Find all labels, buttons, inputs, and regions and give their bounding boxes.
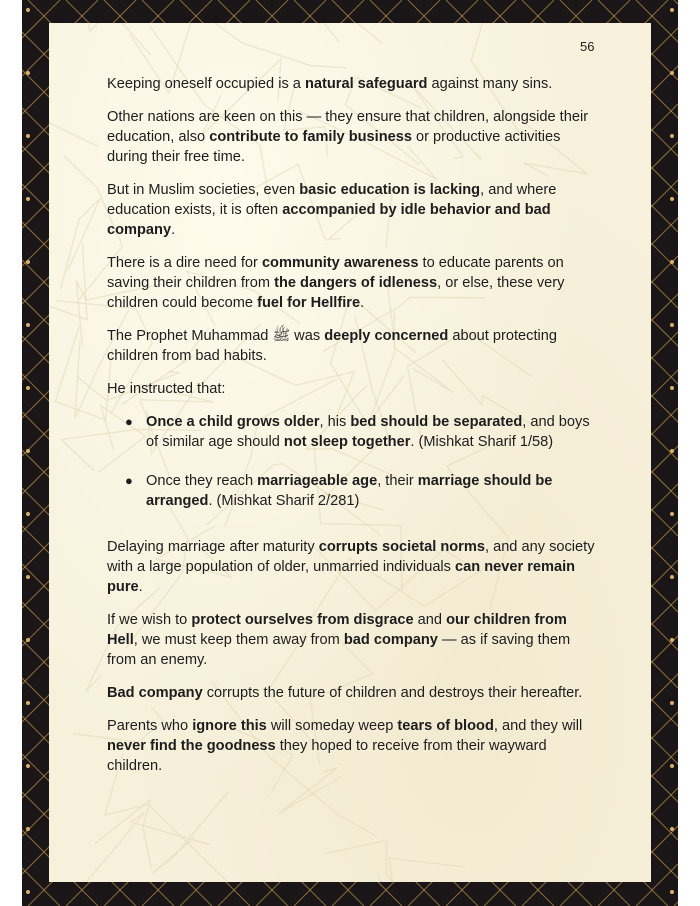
texture-crack [49, 244, 87, 320]
gold-stud [26, 260, 30, 264]
bullet-dot-icon: ● [125, 473, 133, 488]
text-run: If we wish to [107, 612, 192, 628]
text-run: . (Mishkat Sharif 1/58) [410, 434, 554, 450]
text-run: . [171, 222, 176, 238]
paragraph-4 [107, 253, 597, 313]
text-run: , and where education exists, it is often [107, 182, 557, 218]
gold-stud [670, 386, 674, 390]
text-run: and [413, 612, 447, 628]
emphasis-text: our children from Hell [107, 612, 567, 648]
gold-stud [670, 71, 674, 75]
gold-stud [26, 701, 30, 705]
text-run: , we must keep them away from [133, 632, 344, 648]
emphasis-text: tears of blood [397, 718, 494, 734]
text-run: will someday weep [266, 718, 398, 734]
text-run: to educate parents on saving their children from [107, 255, 564, 291]
emphasis-text: bed should be separated [350, 414, 523, 430]
gold-stud [26, 890, 30, 894]
texture-crack [55, 325, 112, 420]
texture-crack [309, 23, 383, 44]
bullet-dot-icon: ● [125, 414, 133, 429]
lattice-line [674, 0, 678, 906]
gold-stud [26, 323, 30, 327]
texture-crack [152, 792, 228, 874]
page-body [107, 74, 597, 789]
gold-stud [26, 134, 30, 138]
text-run: He instructed that: [107, 381, 226, 397]
emphasis-text: accompanied by idle behavior and bad company [107, 202, 551, 238]
gold-stud [26, 638, 30, 642]
instruction-list [107, 412, 597, 511]
gold-stud [670, 512, 674, 516]
intro-paragraphs [107, 74, 597, 399]
text-run: . [138, 579, 143, 595]
gold-stud [670, 197, 674, 201]
text-run: corrupts the future of children and destroys their hereafter. [202, 685, 583, 701]
text-run: . [360, 295, 365, 311]
gold-stud [26, 827, 30, 831]
gold-stud [26, 386, 30, 390]
gold-stud [26, 512, 30, 516]
text-run: , and any society with a large population of older, unmarried individuals [107, 539, 595, 575]
emphasis-text: marriage should be arranged [146, 473, 553, 509]
gold-stud [670, 764, 674, 768]
gold-stud [670, 575, 674, 579]
emphasis-text: bad company [343, 632, 438, 648]
closing-paragraph-3 [107, 683, 597, 703]
gold-stud [26, 575, 30, 579]
closing-paragraph-4 [107, 716, 597, 776]
gold-stud [26, 8, 30, 12]
texture-crack [198, 23, 346, 68]
closing-paragraphs [107, 537, 597, 776]
text-run: , or else, these very children could become [107, 275, 565, 311]
emphasis-text: not sleep together [283, 434, 411, 450]
gold-stud [670, 323, 674, 327]
gold-stud [670, 701, 674, 705]
gold-stud [26, 71, 30, 75]
closing-paragraph-1 [107, 537, 597, 597]
gold-stud [670, 134, 674, 138]
text-run: Once they reach [146, 473, 258, 489]
emphasis-text: the dangers of idleness [274, 275, 438, 291]
paragraph-1 [107, 74, 597, 94]
text-run: , his [319, 414, 351, 430]
page-number: 56 [580, 39, 595, 54]
text-run: , and they will [493, 718, 583, 734]
gold-stud [670, 449, 674, 453]
gold-stud [670, 890, 674, 894]
paragraph-3 [107, 180, 597, 240]
emphasis-text: ignore this [192, 718, 267, 734]
text-run: , and boys of similar age should [146, 414, 590, 450]
gold-stud [670, 827, 674, 831]
text-run: against many sins. [427, 76, 553, 92]
gold-stud [26, 764, 30, 768]
text-run: Delaying marriage after maturity [107, 539, 319, 555]
emphasis-text: protect ourselves from disgrace [191, 612, 414, 628]
text-run: Keeping oneself occupied is a [107, 76, 305, 92]
list-item [107, 412, 597, 452]
emphasis-text: contribute to family business [209, 129, 412, 145]
emphasis-text: natural safeguard [304, 76, 428, 92]
paragraph-2 [107, 107, 597, 167]
text-run: , their [377, 473, 418, 489]
emphasis-text: never find the goodness [107, 738, 276, 754]
emphasis-text: community awareness [261, 255, 419, 271]
text-run: Parents who [107, 718, 193, 734]
text-run: — as if saving them from an enemy. [107, 632, 571, 668]
paragraph-6 [107, 379, 597, 399]
closing-paragraph-2 [107, 610, 597, 670]
emphasis-text: deeply concerned [324, 328, 449, 344]
list-item [107, 471, 597, 511]
emphasis-text: basic education is lacking [299, 182, 481, 198]
emphasis-text: can never remain pure [107, 559, 576, 595]
emphasis-text: Bad company [107, 685, 203, 701]
emphasis-text: fuel for Hellfire [257, 295, 361, 311]
gold-stud [26, 197, 30, 201]
texture-crack [49, 78, 98, 147]
emphasis-text: corrupts societal norms [318, 539, 485, 555]
texture-crack [61, 199, 100, 290]
text-run: The Prophet Muhammad ﷺ was [107, 328, 325, 344]
text-run: or productive activities during their free time. [107, 129, 561, 165]
lattice-line [674, 0, 678, 906]
gold-stud [670, 638, 674, 642]
emphasis-text: marriageable age [257, 473, 378, 489]
text-run: . (Mishkat Sharif 2/281) [208, 493, 360, 509]
gold-stud [26, 449, 30, 453]
text-run: There is a dire need for [107, 255, 262, 271]
text-run: about protecting children from bad habits. [107, 328, 558, 364]
text-run: But in Muslim societies, even [107, 182, 300, 198]
gold-stud [670, 260, 674, 264]
gold-stud [670, 8, 674, 12]
paragraph-5 [107, 326, 597, 366]
emphasis-text: Once a child grows older [146, 414, 320, 430]
text-run: they hoped to receive from their wayward children. [107, 738, 547, 774]
text-run: Other nations are keen on this — they ensure that children, alongside their education, also [107, 109, 589, 145]
